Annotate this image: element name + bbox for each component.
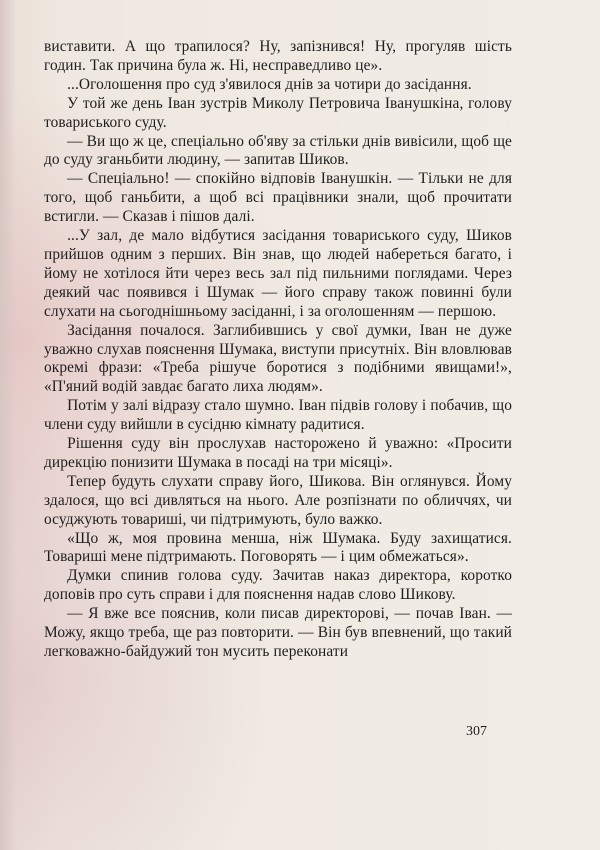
paragraph-11: «Що ж, моя провина менша, ніж Шумака. Буду захищатися. Товариші мене підтримають. Поговорять — і цим обмежаться».: [44, 529, 512, 566]
paragraph-4: — Ви що ж це, спеціально об'яву за стільки днів вивісили, щоб ще до суду зганьбити людину, — запитав Шиков.: [44, 132, 512, 169]
page-binding-edge: [0, 0, 16, 850]
paragraph-7: Засідання почалося. Заглибившись у свої думки, Іван не дуже уважно слухав пояснення Шумака, виступи присутніх. Він вловлював окремі фрази: «Треба рішуче боротися з подібними явищами!», «П'яний водій завдає багато лиха людям».: [44, 321, 512, 396]
body-text: [44, 38, 512, 662]
paragraph-3: У той же день Іван зустрів Миколу Петровича Іванушкіна, голову товариського суду.: [44, 94, 512, 131]
paragraph-6: ...У зал, де мало відбутися засідання товариського суду, Шиков прийшов одним з перших. Він знав, що людей набереться багато, і йому не хотілося йти через весь зал під пильними поглядами. Через деякий час появився і Шумак — його справу також повинні були слухати на сьогоднішньому засіданні, і за оголошенням — першою.: [44, 227, 512, 320]
paragraph-1: виставити. А що трапилося? Ну, запізнився! Ну, прогуляв шість годин. Так причина була ж. Ні, несправедливо це».: [44, 38, 512, 74]
paragraph-8: Потім у залі відразу стало шумно. Іван підвів голову і побачив, що члени суду вийшли в сусідню кімнату радитися.: [44, 397, 512, 434]
paragraph-5: — Спеціально! — спокійно відповів Іванушкін. — Тільки не для того, щоб ганьбити, а щоб всі працівники знали, щоб прочитати встигли. — Сказав і пішов далі.: [44, 170, 512, 226]
paragraph-10: Тепер будуть слухати справу його, Шикова. Він оглянувся. Йому здалося, що всі дивляться на нього. Але розпізнати по обличчях, чи осуджують товариші, чи підтримують, було важко.: [44, 472, 512, 528]
page-number: 307: [466, 724, 487, 739]
paragraph-12: Думки спинив голова суду. Зачитав наказ директора, коротко доповів про суть справи і для пояснення надав слово Шикову.: [44, 567, 512, 604]
paragraph-13: — Я вже все пояснив, коли писав директорові, — почав Іван. — Можу, якщо треба, ще раз повторити. — Він був впевнений, що такий легковажно-байдужий тон мусить переконати: [44, 605, 512, 660]
paragraph-2: ...Оголошення про суд з'явилося днів за чотири до засідання.: [67, 75, 472, 93]
paragraph-9: Рішення суду він прослухав насторожено й уважно: «Просити дирекцію понизити Шумака в посаді на три місяці».: [44, 435, 512, 471]
